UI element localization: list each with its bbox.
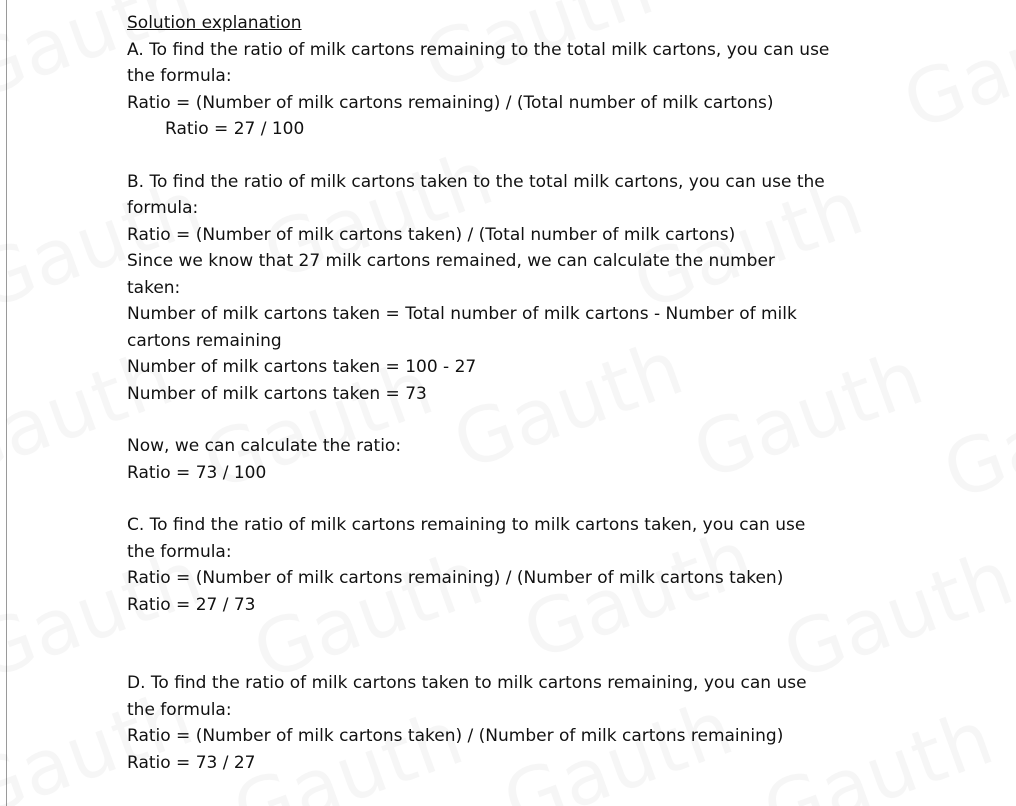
calc-line: Number of milk cartons taken = 100 - 27	[127, 357, 477, 377]
text-line: Number of milk cartons taken = Total number of milk cartons - Number of milk	[127, 304, 797, 324]
text-line: A. To find the ratio of milk cartons remaining to the total milk cartons, you can use	[127, 39, 830, 60]
section-a	[127, 37, 997, 143]
text-line: the formula:	[127, 541, 232, 562]
text-line: the formula:	[127, 699, 232, 720]
result-line: Ratio = 27 / 73	[127, 594, 256, 615]
result-line: Ratio = 73 / 100	[127, 462, 267, 483]
text-line: Now, we can calculate the ratio:	[127, 436, 402, 456]
text-line: B. To find the ratio of milk cartons taken to the total milk cartons, you can use the	[127, 171, 825, 192]
formula-line: Ratio = (Number of milk cartons taken) / (Number of milk cartons remaining)	[127, 726, 784, 746]
formula-line: Ratio = (Number of milk cartons remaining) / (Number of milk cartons taken)	[127, 568, 784, 588]
text-line: the formula:	[127, 66, 232, 86]
section-d	[127, 670, 997, 776]
calc-line: Number of milk cartons taken = 73	[127, 383, 427, 404]
text-line: C. To find the ratio of milk cartons remaining to milk cartons taken, you can use	[127, 515, 806, 535]
result-line: Ratio = 73 / 27	[127, 752, 256, 773]
section-b	[127, 169, 997, 487]
text-line: formula:	[127, 198, 199, 218]
page-title: Solution explanation	[127, 13, 302, 33]
formula-line: Ratio = (Number of milk cartons taken) / (Total number of milk cartons)	[127, 224, 736, 245]
text-line: taken:	[127, 277, 181, 298]
section-c	[127, 512, 997, 618]
formula-line: Ratio = (Number of milk cartons remaining) / (Total number of milk cartons)	[127, 92, 774, 113]
solution-content	[127, 10, 997, 776]
text-line: Since we know that 27 milk cartons remained, we can calculate the number	[127, 251, 775, 271]
text-line: cartons remaining	[127, 330, 282, 351]
result-line: Ratio = 27 / 100	[165, 119, 305, 139]
text-line: D. To find the ratio of milk cartons taken to milk cartons remaining, you can use	[127, 673, 807, 693]
left-border-line	[6, 0, 7, 806]
